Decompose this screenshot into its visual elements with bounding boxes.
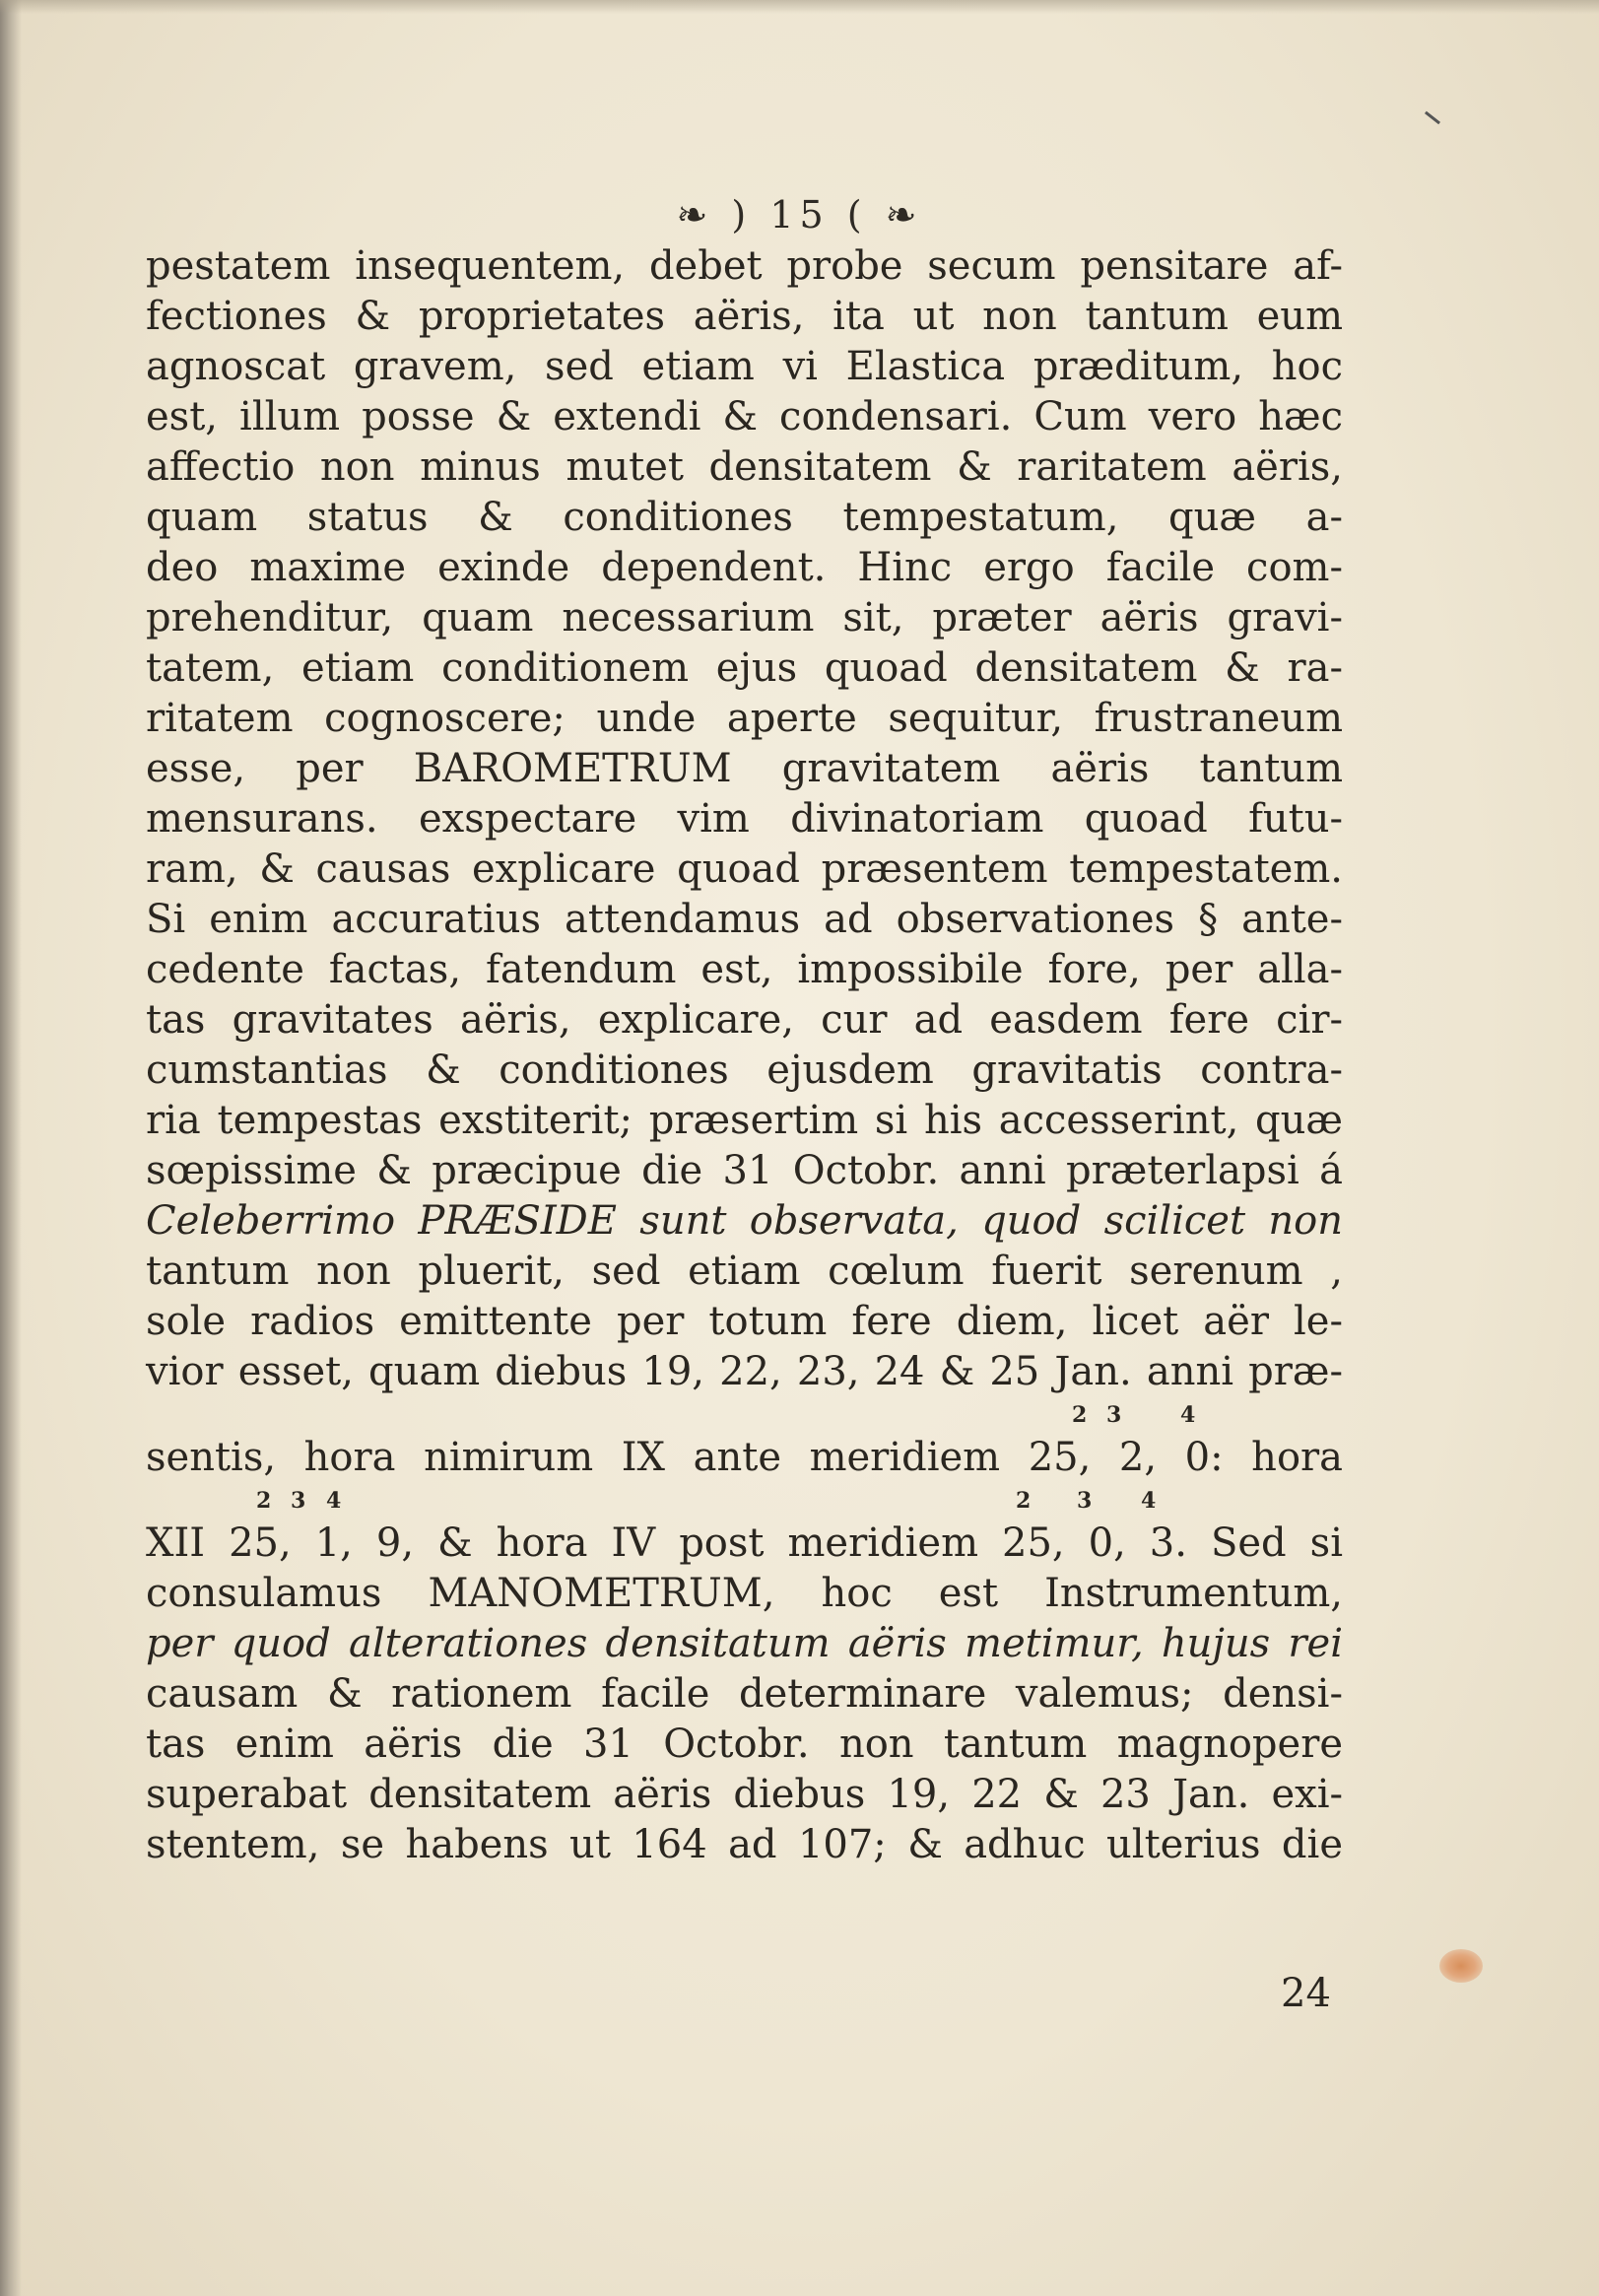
text-line: fectiones & proprietates aëris, ita ut non tantum eum: [146, 294, 1343, 339]
page-top-shadow: [0, 0, 1599, 14]
text-line: stentem, se habens ut 164 ad 107; & adhuc ulterius die: [146, 1822, 1343, 1867]
text-line: quam status & conditiones tempestatum, quæ a-: [146, 495, 1343, 540]
superscript-digit: 4: [1180, 1402, 1196, 1428]
superscript-digit: 4: [326, 1488, 342, 1514]
text-line: tantum non pluerit, sed etiam cœlum fuerit serenum ,: [146, 1249, 1343, 1294]
text-line: cumstantias & conditiones ejusdem gravitatis contra-: [146, 1047, 1343, 1093]
page-edge-shadow: [0, 0, 22, 2296]
superscript-digit: 2: [256, 1488, 272, 1514]
superscript-digit: 3: [1077, 1488, 1093, 1514]
text-line: cedente factas, fatendum est, impossibile fore, per alla-: [146, 947, 1343, 992]
text-line: prehenditur, quam necessarium sit, præter aëris gravi-: [146, 595, 1343, 641]
text-line: causam & rationem facile determinare valemus; densi-: [146, 1671, 1343, 1717]
superscript-digit: 4: [1141, 1488, 1157, 1514]
superscript-digit: 2: [1072, 1402, 1088, 1428]
text-line: ram, & causas explicare quoad præsentem tempestatem.: [146, 846, 1343, 892]
text-line: sole radios emittente per totum fere diem, licet aër le-: [146, 1299, 1343, 1344]
body-text: [146, 241, 1343, 1870]
text-line: Celeberrimo PRÆSIDE sunt observata, quod scilicet non: [146, 1198, 1343, 1244]
superscript-digit: 2: [1016, 1488, 1032, 1514]
text-line: deo maxime exinde dependent. Hinc ergo facile com-: [146, 545, 1343, 590]
text-line: sentis, hora nimirum IX ante meridiem 25, 2, 0: hora: [146, 1435, 1343, 1480]
superscript-digit: 3: [1106, 1402, 1122, 1428]
text-line: tas gravitates aëris, explicare, cur ad easdem fere cir-: [146, 997, 1343, 1043]
page-header: ❧ ) 15 ( ❧: [676, 193, 923, 236]
paper-stain: [1439, 1949, 1483, 1983]
text-line: mensurans. exspectare vim divinatoriam quoad futu-: [146, 796, 1343, 842]
catchword: 24: [1281, 1971, 1331, 2016]
text-line: affectio non minus mutet densitatem & raritatem aëris,: [146, 444, 1343, 490]
text-line: est, illum posse & extendi & condensari. Cum vero hæc: [146, 394, 1343, 439]
text-line: consulamus MANOMETRUM, hoc est Instrumentum,: [146, 1571, 1343, 1616]
text-line: tatem, etiam conditionem ejus quoad densitatem & ra-: [146, 645, 1343, 691]
text-line: XII 25, 1, 9, & hora IV post meridiem 25, 0, 3. Sed si: [146, 1520, 1343, 1566]
text-line: sœpissime & præcipue die 31 Octobr. anni præterlapsi á: [146, 1148, 1343, 1193]
text-line: superabat densitatem aëris diebus 19, 22 & 23 Jan. exi-: [146, 1772, 1343, 1817]
text-line: pestatem insequentem, debet probe secum pensitare af-: [146, 243, 1343, 289]
text-line: Si enim accuratius attendamus ad observationes § ante-: [146, 897, 1343, 942]
superscript-row: [146, 1483, 1343, 1519]
text-line: esse, per BAROMETRUM gravitatem aëris tantum: [146, 746, 1343, 791]
text-line: tas enim aëris die 31 Octobr. non tantum magnopere: [146, 1722, 1343, 1767]
text-line: ritatem cognoscere; unde aperte sequitur, frustraneum: [146, 696, 1343, 741]
superscript-row: [146, 1397, 1343, 1433]
paper-mark: [1425, 111, 1440, 124]
text-line: ria tempestas exstiterit; præsertim si his accesserint, quæ: [146, 1098, 1343, 1143]
text-line: agnoscat gravem, sed etiam vi Elastica præditum, hoc: [146, 344, 1343, 389]
superscript-digit: 3: [291, 1488, 306, 1514]
text-line: vior esset, quam diebus 19, 22, 23, 24 & 25 Jan. anni præ-: [146, 1349, 1343, 1394]
text-line: per quod alterationes densitatum aëris metimur, hujus rei: [146, 1621, 1343, 1666]
